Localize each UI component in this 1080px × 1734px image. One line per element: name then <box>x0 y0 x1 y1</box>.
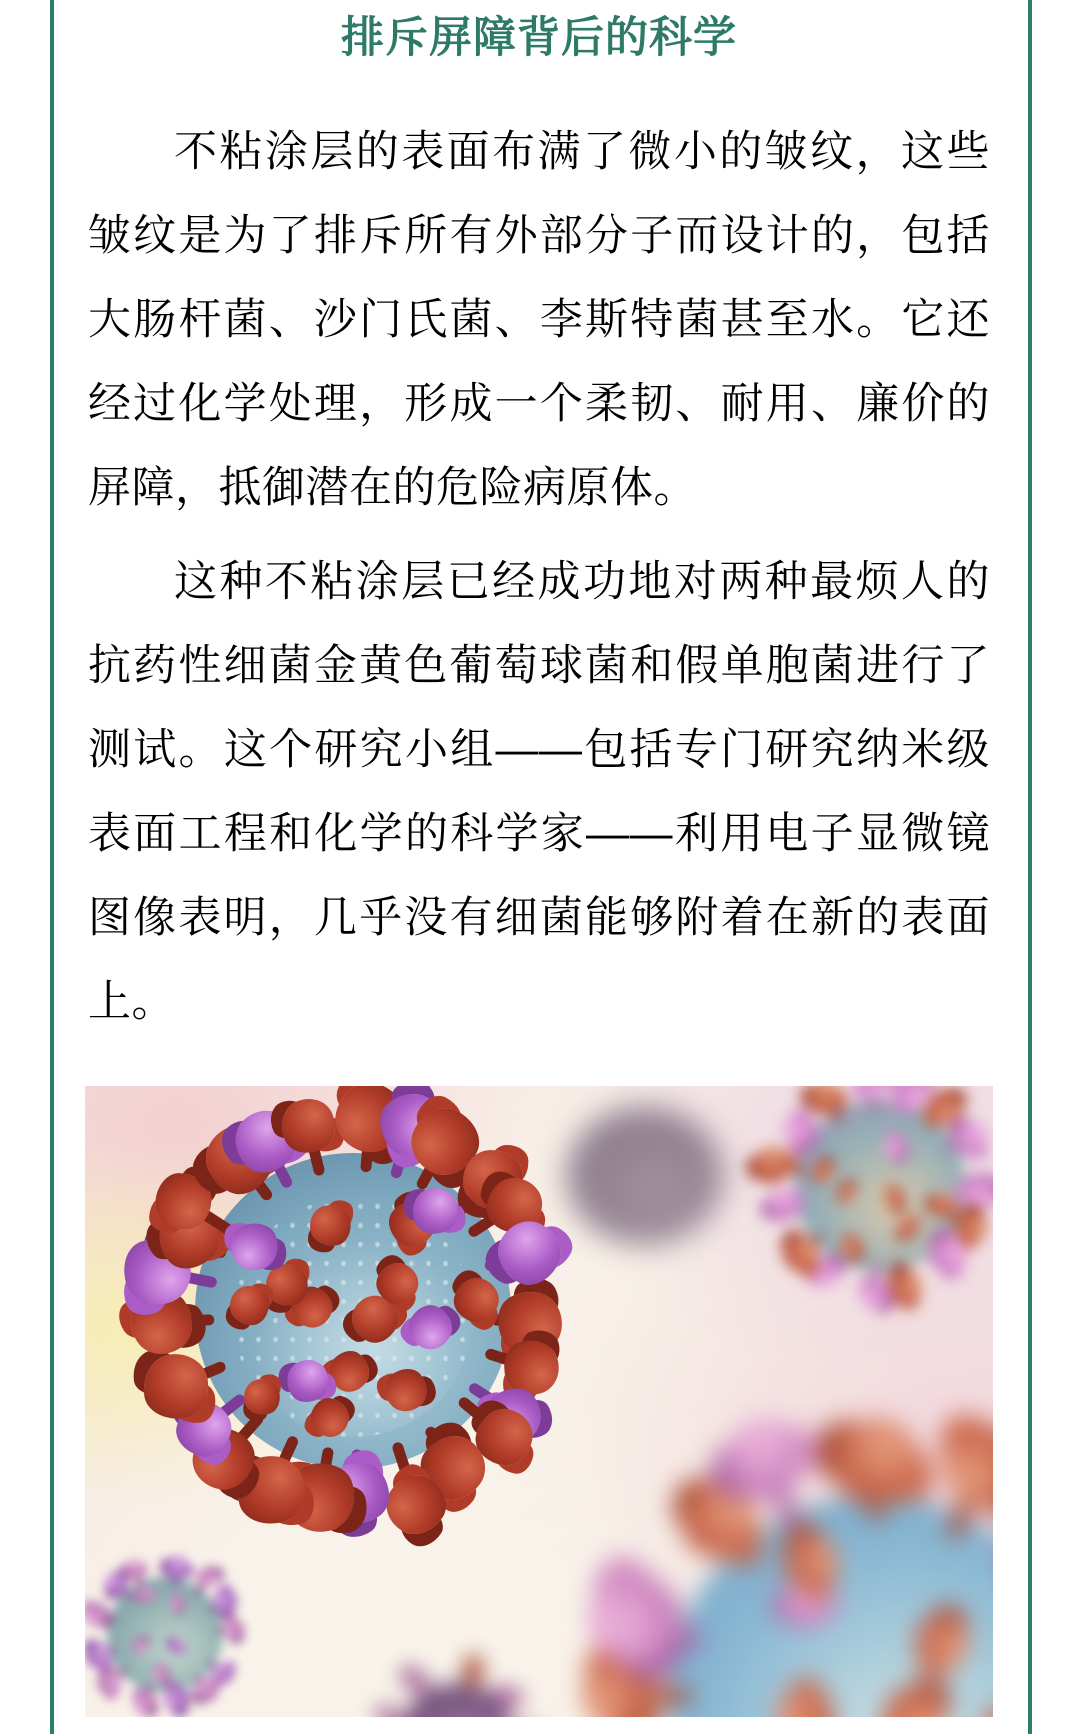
article-paragraph-2: 这种不粘涂层已经成功地对两种最烦人的抗药性细菌金黄色葡萄球菌和假单胞菌进行了测试。这个研究小组——包括专门研究纳米级表面工程和化学的科学家——利用电子显微镜图像表明，几乎没有细菌能够附着在新的表面上。 <box>88 558 990 1026</box>
virus-illustration <box>85 1086 993 1717</box>
left-border-line <box>50 0 54 1734</box>
right-border-line <box>1028 0 1032 1734</box>
article-paragraph-1: 不粘涂层的表面布满了微小的皱纹，这些皱纹是为了排斥所有外部分子而设计的，包括大肠杆菌、沙门氏菌、李斯特菌甚至水。它还经过化学处理，形成一个柔韧、耐用、廉价的屏障，抵御潜在的危险病原体。 <box>88 128 990 512</box>
article-content <box>88 0 990 1717</box>
article-title: 排斥屏障背后的科学 <box>341 14 737 62</box>
